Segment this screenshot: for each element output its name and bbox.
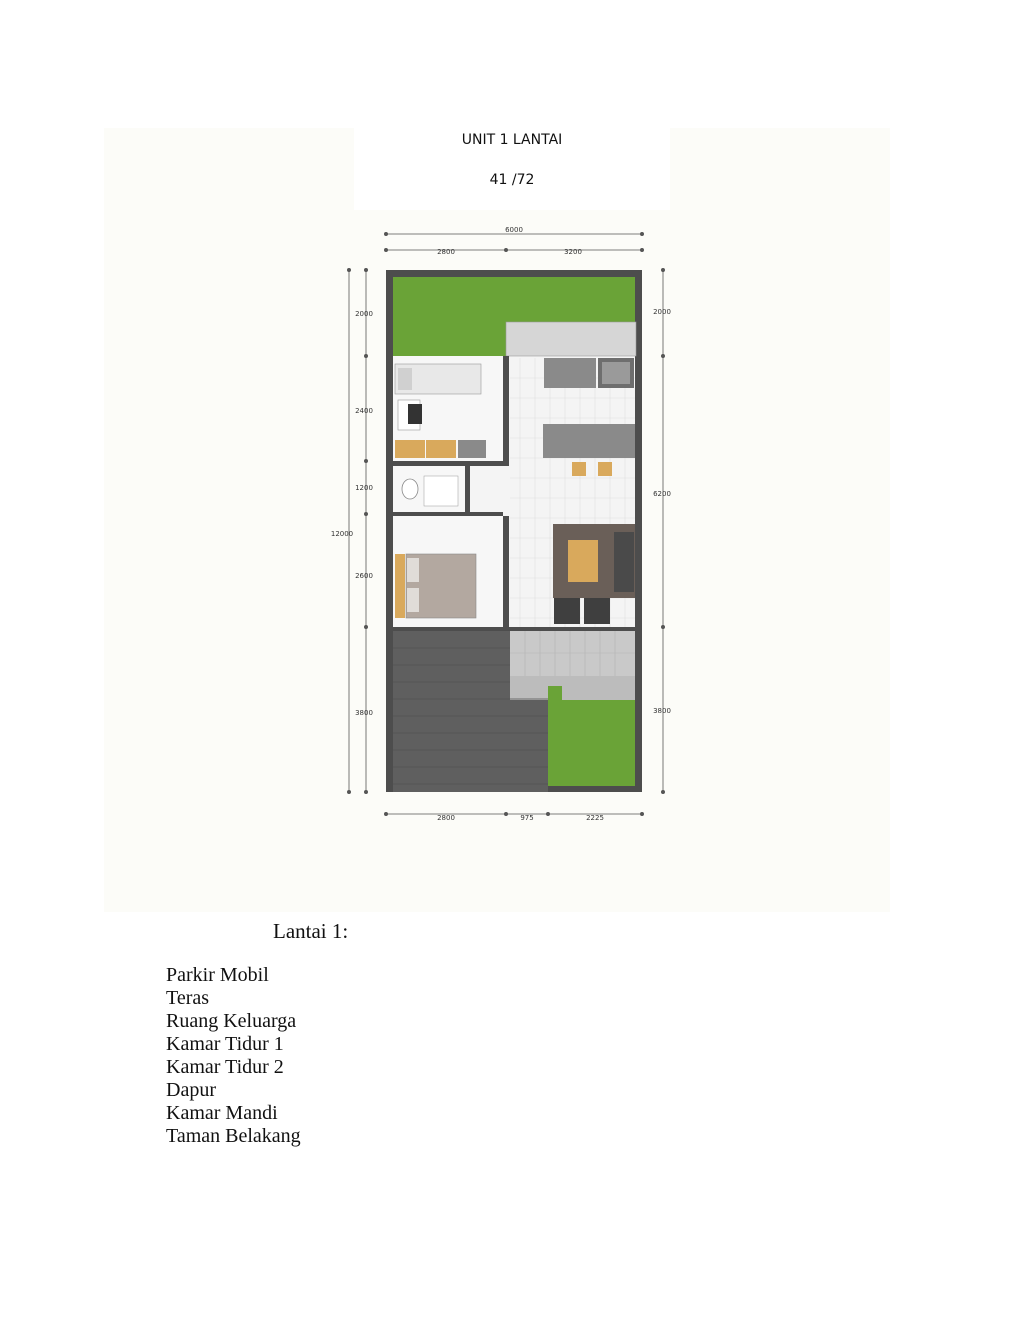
dim-left-3: 1200	[355, 484, 373, 492]
room-item: Parkir Mobil	[166, 964, 269, 986]
kitchen-counter	[506, 322, 636, 356]
room-item: Ruang Keluarga	[166, 1010, 297, 1032]
back-garden	[548, 700, 635, 786]
dim-left-5: 3800	[355, 709, 373, 717]
dim-top-left: 2800	[437, 248, 455, 256]
room-item: Teras	[166, 987, 210, 1009]
document-title: UNIT 1 LANTAI	[461, 132, 563, 148]
floor-heading: Lantai 1:	[273, 919, 349, 943]
stool	[598, 462, 612, 476]
coffee-table	[568, 540, 598, 582]
dim-right-1: 2000	[653, 308, 671, 316]
dim-left-total: 12000	[330, 530, 354, 538]
room-list	[166, 964, 301, 1148]
dim-bottom-3: 2225	[586, 814, 604, 822]
room-item: Kamar Tidur 1	[166, 1033, 284, 1055]
dim-left-2: 2400	[355, 407, 373, 415]
floor-plan	[320, 218, 690, 830]
room-item: Kamar Mandi	[166, 1102, 278, 1124]
kitchen-cabinet	[544, 358, 596, 388]
stool	[572, 462, 586, 476]
room-item: Taman Belakang	[166, 1125, 301, 1147]
wardrobe	[395, 440, 425, 458]
kitchen-island	[543, 424, 635, 458]
armchair	[554, 598, 580, 624]
room-item: Dapur	[166, 1079, 216, 1101]
parking-area	[393, 631, 510, 792]
armchair	[584, 598, 610, 624]
document-subtitle: 41 /72	[489, 172, 535, 188]
dim-left-1: 2000	[355, 310, 373, 318]
sofa	[614, 532, 634, 592]
dim-right-3: 3800	[653, 707, 671, 715]
dim-bottom-2: 975	[520, 814, 534, 822]
dim-left-4: 2600	[355, 572, 373, 580]
room-item: Kamar Tidur 2	[166, 1056, 284, 1078]
terrace	[510, 631, 635, 676]
dim-top-right: 3200	[564, 248, 582, 256]
dim-bottom-1: 2800	[437, 814, 455, 822]
toilet	[402, 479, 418, 499]
dim-top-total: 6000	[505, 226, 523, 234]
dim-right-2: 6200	[653, 490, 671, 498]
